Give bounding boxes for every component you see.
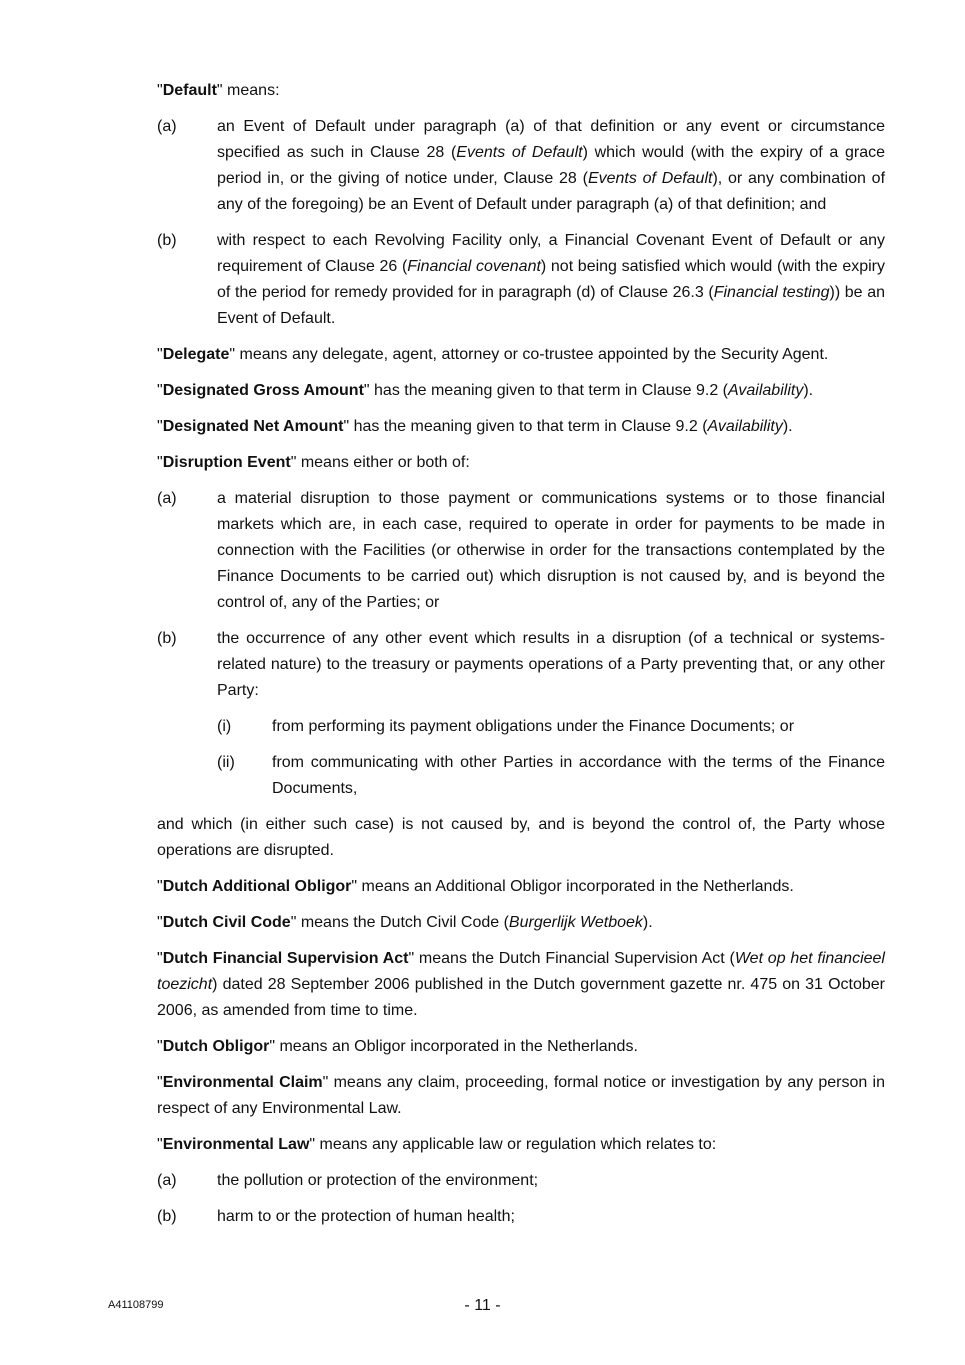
item-text: with respect to each Revolving Facility only, a Financial Covenant Event of Default or any requirement of Clause 26 (Financial covenant) not being satisfied which would (with the expiry of the period for remedy provided for in paragraph (d) of Clause 26.3 (Financial testing)) be an Event of Default. bbox=[217, 232, 886, 327]
item-text: an Event of Default under paragraph (a) of that definition or any event or circumstance specified as such in Clause 28 (Events of Default) which would (with the expiry of a grace period in, or the giving of notice under, Clause 28 (Events of Default), or any combination of any of the foregoing) be an Event of Default under paragraph (a) of that definition; and bbox=[217, 118, 886, 213]
definition-dutch-civil-code: "Dutch Civil Code" means the Dutch Civil Code (Burgerlijk Wetboek). bbox=[157, 914, 653, 931]
list-item bbox=[157, 1204, 885, 1230]
definition-disruption-event: "Disruption Event" means either or both of: bbox=[157, 454, 470, 471]
definition-dutch-obligor: "Dutch Obligor" means an Obligor incorporated in the Netherlands. bbox=[157, 1038, 638, 1055]
defined-term: Default bbox=[162, 82, 217, 99]
item-text: the occurrence of any other event which results in a disruption (of a technical or systems-related nature) to the treasury or payments operations of a Party preventing that, or any other Party: bbox=[217, 630, 885, 699]
defined-term: Designated Gross Amount bbox=[162, 382, 364, 399]
defined-term: Environmental Law bbox=[162, 1136, 310, 1153]
list-item bbox=[157, 228, 885, 332]
item-text: a material disruption to those payment or communications systems or to those financial markets which are, in each case, required to operate in order for payments to be made in connection with the Facilities (or otherwise in order for the transactions contemplated by the Finance Documents to be carried out) which disruption is not caused by, and is beyond the control of, any of the Parties; or bbox=[217, 490, 885, 611]
document-body bbox=[157, 78, 885, 1240]
defined-term: Dutch Financial Supervision Act bbox=[162, 950, 409, 967]
item-label: (b) bbox=[157, 1208, 177, 1225]
defined-term: Delegate bbox=[162, 346, 230, 363]
item-label: (b) bbox=[157, 630, 177, 647]
list-item bbox=[157, 114, 885, 218]
list-item bbox=[157, 1168, 885, 1194]
list-item bbox=[157, 626, 885, 704]
defined-term: Disruption Event bbox=[162, 454, 291, 471]
item-text: the pollution or protection of the environment; bbox=[217, 1172, 539, 1189]
definition-tail: and which (in either such case) is not caused by, and is beyond the control of, the Party whose operations are disrupted. bbox=[157, 816, 885, 859]
item-label: (b) bbox=[157, 232, 177, 249]
definition-environmental-law: "Environmental Law" means any applicable law or regulation which relates to: bbox=[157, 1136, 717, 1153]
item-text: harm to or the protection of human health; bbox=[217, 1208, 515, 1225]
sub-list-item bbox=[217, 714, 885, 740]
item-label: (a) bbox=[157, 1172, 177, 1189]
definition-delegate: "Delegate" means any delegate, agent, attorney or co-trustee appointed by the Security Agent. bbox=[157, 346, 829, 363]
definition-environmental-claim: "Environmental Claim" means any claim, proceeding, formal notice or investigation by any person in respect of any Environmental Law. bbox=[157, 1074, 885, 1117]
defined-term: Dutch Obligor bbox=[162, 1038, 270, 1055]
definition-designated-net-amount: "Designated Net Amount" has the meaning given to that term in Clause 9.2 (Availability). bbox=[157, 418, 793, 435]
sub-list-item bbox=[217, 750, 885, 802]
document-reference: A41108799 bbox=[108, 1299, 164, 1311]
item-label: (i) bbox=[217, 718, 232, 735]
item-text: from performing its payment obligations under the Finance Documents; or bbox=[272, 718, 795, 735]
definition-dutch-additional-obligor: "Dutch Additional Obligor" means an Additional Obligor incorporated in the Netherlands. bbox=[157, 878, 794, 895]
definition-dutch-financial-supervision-act: "Dutch Financial Supervision Act" means the Dutch Financial Supervision Act (Wet op het financieel toezicht) dated 28 September 2006 published in the Dutch government gazette nr. 475 on 31 October 2006, as amended from time to time. bbox=[157, 950, 885, 1019]
page-number: - 11 - bbox=[464, 1297, 501, 1314]
item-label: (a) bbox=[157, 118, 177, 135]
definition-designated-gross-amount: "Designated Gross Amount" has the meaning given to that term in Clause 9.2 (Availability). bbox=[157, 382, 814, 399]
defined-term: Designated Net Amount bbox=[162, 418, 344, 435]
defined-term: Environmental Claim bbox=[162, 1074, 323, 1091]
item-label: (ii) bbox=[217, 754, 235, 771]
item-label: (a) bbox=[157, 490, 177, 507]
item-text: from communicating with other Parties in accordance with the terms of the Finance Documents, bbox=[272, 754, 885, 797]
definition-default: "Default" means: bbox=[157, 82, 280, 99]
defined-term: Dutch Additional Obligor bbox=[162, 878, 352, 895]
list-item bbox=[157, 486, 885, 616]
defined-term: Dutch Civil Code bbox=[162, 914, 291, 931]
